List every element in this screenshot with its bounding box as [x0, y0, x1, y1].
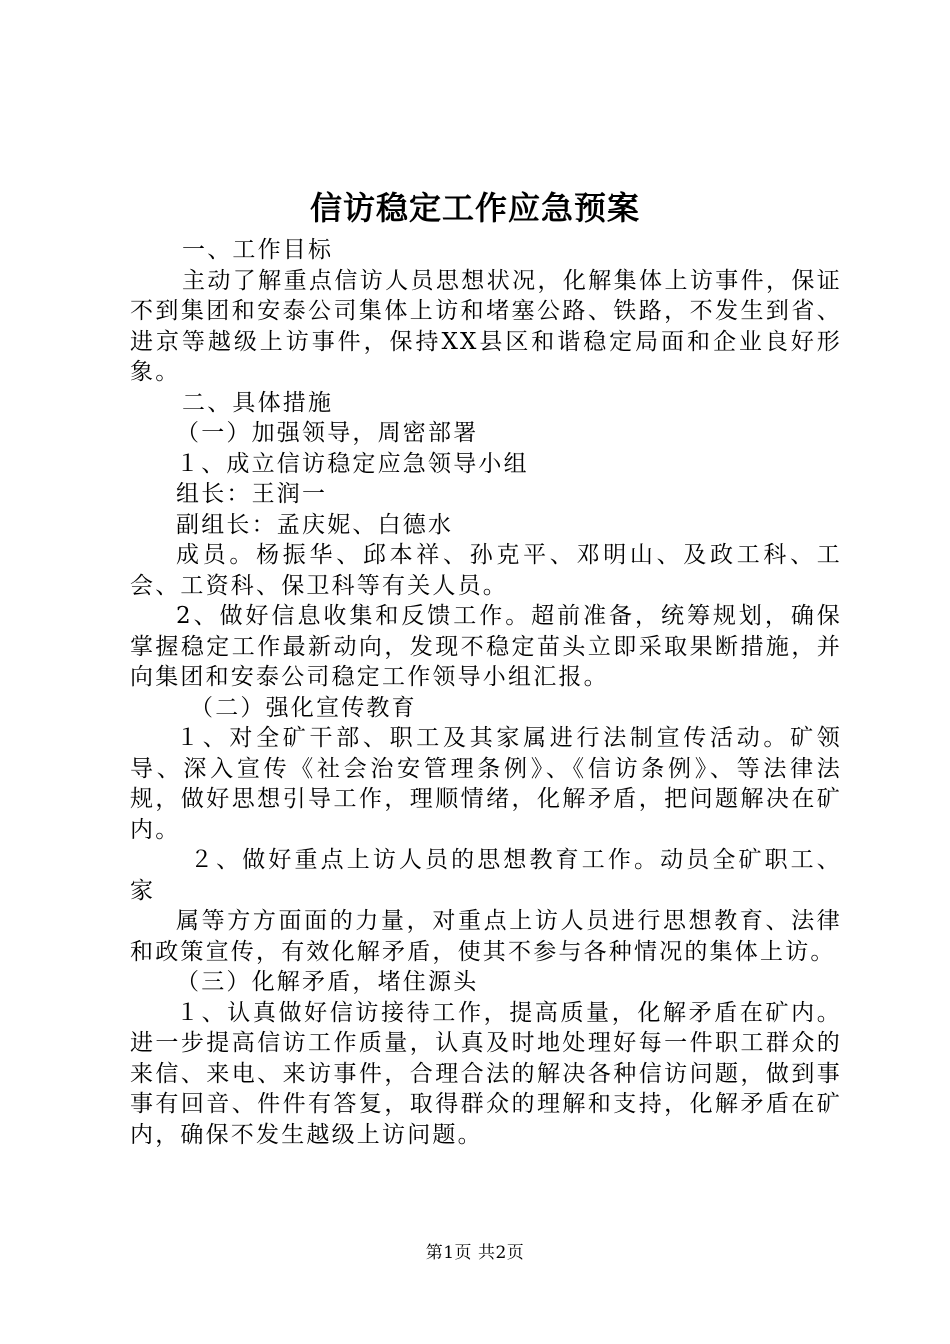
paragraph-deputy-leader: 副组长：孟庆妮、白德水: [176, 511, 454, 538]
paragraph-item-2-1: １、对全矿干部、职工及其家属进行法制宣传活动。矿领导、深入宣传《社会治安管理条例》、《信访条例》、等法律法规，做好思想引导工作，理顺情绪，化解矛盾，把问题解决在矿内。: [130, 725, 842, 843]
document-body: [130, 235, 842, 1150]
paragraph-item-1-1: １、成立信访稳定应急领导小组: [176, 450, 529, 477]
paragraph-leader: 组长：王润一: [176, 481, 328, 507]
document-title: 信访稳定工作应急预案: [309, 189, 640, 227]
paragraph-item-2-2: ２、做好重点上访人员的思想教育工作。动员全矿职工、家: [130, 847, 842, 904]
section-heading-1: 一、工作目标: [182, 237, 334, 263]
paragraph-item-2-2-continued: 属等方方面面的力量，对重点上访人员进行思想教育、法律和政策宣传，有效化解矛盾，使其不参与各种情况的集体上访。: [130, 908, 842, 965]
paragraph-members: 成员。杨振华、邱本祥、孙克平、邓明山、及政工科、工会、工资科、保卫科等有关人员。: [130, 542, 842, 599]
page-footer: 第1页 共2页: [425, 1243, 525, 1263]
subsection-heading-3: （三）化解矛盾，堵住源头: [176, 969, 479, 995]
subsection-heading-2: （二）强化宣传教育: [190, 694, 417, 721]
paragraph-goal: 主动了解重点信访人员思想状况，化解集体上访事件，保证不到集团和安泰公司集体上访和堵塞公路、铁路，不发生到省、进京等越级上访事件，保持XX县区和谐稳定局面和企业良好形象。: [130, 267, 842, 385]
section-heading-2: 二、具体措施: [182, 389, 334, 416]
subsection-heading-1: （一）加强领导，周密部署: [176, 420, 479, 446]
paragraph-item-1-2: 2、做好信息收集和反馈工作。超前准备，统筹规划，确保掌握稳定工作最新动向，发现不稳定苗头立即采取果断措施，并向集团和安泰公司稳定工作领导小组汇报。: [130, 603, 842, 690]
paragraph-item-3-1: １、认真做好信访接待工作，提高质量，化解矛盾在矿内。进一步提高信访工作质量，认真及时地处理好每一件职工群众的来信、来电、来访事件，合理合法的解决各种信访问题，做到事事有回音、件件有答复，取得群众的理解和支持，化解矛盾在矿内，确保不发生越级上访问题。: [130, 999, 842, 1148]
